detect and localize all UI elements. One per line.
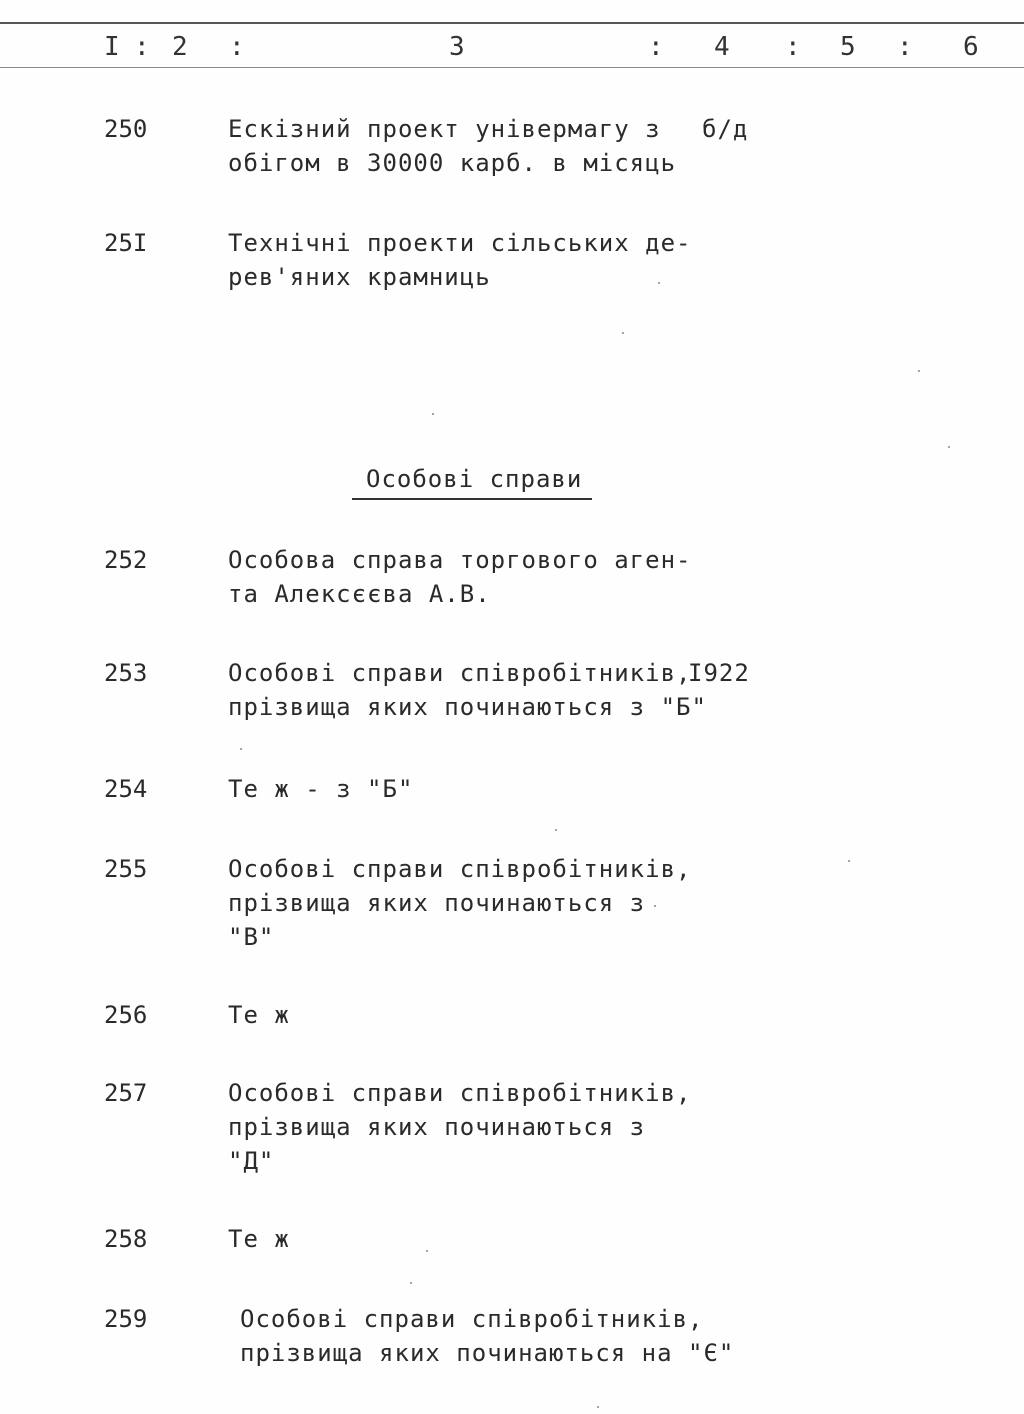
- entry-title-line: Особові справи співробітників,: [228, 659, 692, 687]
- entry-title-line: Те ж - з "Б": [228, 775, 414, 803]
- scan-speck: [622, 332, 624, 334]
- header-col-1: I: [104, 32, 120, 62]
- scan-speck: [432, 413, 434, 415]
- entry-date: б/д: [702, 115, 749, 143]
- scan-speck: [658, 282, 660, 284]
- entry-title-line: "Д": [228, 1147, 275, 1175]
- scan-speck: [918, 370, 920, 372]
- header-separator: :: [897, 32, 913, 62]
- entry-number: 254: [104, 775, 148, 803]
- entry-number: 255: [104, 855, 148, 883]
- entry-number: 25I: [104, 229, 148, 257]
- entry-title: [240, 1302, 735, 1370]
- entry-number: 252: [104, 546, 148, 574]
- header-col-6: 6: [963, 32, 979, 62]
- scan-speck: [426, 1250, 428, 1252]
- entry-title: [228, 772, 678, 806]
- header-col-4: 4: [714, 32, 730, 62]
- entry-number: 253: [104, 659, 148, 687]
- header-separator: :: [648, 32, 664, 62]
- scan-speck: [848, 860, 850, 862]
- entry-title: [228, 226, 692, 294]
- scan-speck: [948, 446, 950, 448]
- entry-title-line: Особові справи співробітників,: [228, 855, 692, 883]
- header-col-5: 5: [840, 32, 856, 62]
- header-bottom-rule: [0, 67, 1024, 68]
- entry-title-line: прізвища яких починаються з "Б": [228, 693, 707, 721]
- section-heading: Особові справи: [352, 462, 592, 500]
- entry-number: 250: [104, 115, 148, 143]
- entry-title-line: Особова справа торгового аген-: [228, 546, 692, 574]
- scan-speck: [240, 748, 242, 750]
- entry-title-line: обігом в 30000 карб. в місяць: [228, 149, 677, 177]
- entry-title-line: прізвища яких починаються з: [228, 1113, 646, 1141]
- header-separator: :: [229, 32, 245, 62]
- entry-title: [228, 998, 678, 1032]
- scan-speck: [597, 1406, 599, 1408]
- entry-title-line: Технічні проекти сільських де-: [228, 229, 692, 257]
- header-separator: :: [785, 32, 801, 62]
- entry-number: 259: [104, 1305, 148, 1333]
- scan-speck: [410, 1282, 412, 1284]
- entry-title-line: рев'яних крамниць: [228, 263, 491, 291]
- header-top-rule: [0, 22, 1024, 24]
- entry-title-line: Особові справи співробітників,: [228, 1079, 692, 1107]
- entry-number: 257: [104, 1079, 148, 1107]
- header-col-3: 3: [449, 32, 465, 62]
- entry-title-line: та Алексєєва А.В.: [228, 580, 491, 608]
- header-col-2: 2: [172, 32, 188, 62]
- entry-title: [228, 852, 692, 954]
- entry-title-line: Особові справи співробітників,: [240, 1305, 704, 1333]
- entry-title: [228, 543, 692, 611]
- entry-number: 256: [104, 1001, 148, 1029]
- entry-title: [228, 1222, 678, 1256]
- entry-title: [228, 112, 678, 180]
- entry-title-line: Ескізний проект універмагу з: [228, 115, 661, 143]
- entry-title: [228, 1076, 692, 1178]
- entry-title: [228, 656, 707, 724]
- entry-title-line: прізвища яких починаються з: [228, 889, 646, 917]
- header-separator: :: [134, 32, 150, 62]
- entry-title-line: "В": [228, 923, 275, 951]
- entry-number: 258: [104, 1225, 148, 1253]
- scan-speck: [654, 905, 656, 907]
- entry-date: I922: [688, 659, 750, 687]
- entry-title-line: Те ж: [228, 1001, 290, 1029]
- entry-title-line: Те ж: [228, 1225, 290, 1253]
- scan-speck: [555, 829, 557, 831]
- entry-title-line: прізвища яких починаються на "Є": [240, 1339, 735, 1367]
